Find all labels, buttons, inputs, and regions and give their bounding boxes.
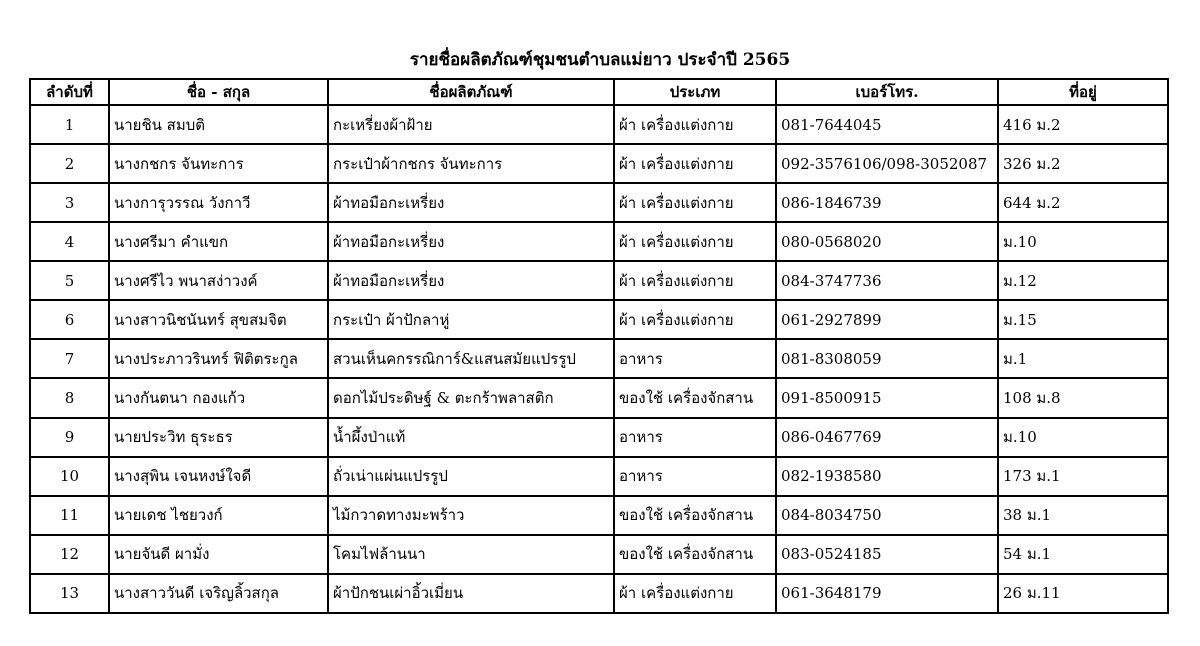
- cell-name: นางศรีไว พนาสง่าวงค์: [109, 261, 328, 300]
- cell-product: กระเป๋าผ้ากชกร จันทะการ: [328, 144, 614, 183]
- header-type: ประเภท: [614, 79, 776, 105]
- cell-address: ม.1: [998, 339, 1168, 378]
- cell-type: ของใช้ เครื่องจักสาน: [614, 535, 776, 574]
- cell-address: 326 ม.2: [998, 144, 1168, 183]
- cell-type: ผ้า เครื่องแต่งกาย: [614, 222, 776, 261]
- cell-phone: 083-0524185: [776, 535, 998, 574]
- table-row: [30, 222, 1168, 261]
- cell-type: ผ้า เครื่องแต่งกาย: [614, 261, 776, 300]
- cell-type: ของใช้ เครื่องจักสาน: [614, 378, 776, 417]
- cell-name: นางศรีมา คำแขก: [109, 222, 328, 261]
- table-row: [30, 496, 1168, 535]
- cell-product: ไม้กวาดทางมะพร้าว: [328, 496, 614, 535]
- cell-phone: 080-0568020: [776, 222, 998, 261]
- cell-type: อาหาร: [614, 339, 776, 378]
- cell-product: กระเป๋า ผ้าปักลาหู่: [328, 300, 614, 339]
- cell-phone: 061-3648179: [776, 574, 998, 613]
- cell-phone: 086-1846739: [776, 183, 998, 222]
- cell-type: ผ้า เครื่องแต่งกาย: [614, 183, 776, 222]
- cell-phone: 061-2927899: [776, 300, 998, 339]
- cell-phone: 082-1938580: [776, 457, 998, 496]
- cell-address: 173 ม.1: [998, 457, 1168, 496]
- table-row: [30, 535, 1168, 574]
- cell-no: 13: [30, 574, 109, 613]
- cell-product: ผ้าทอมือกะเหรี่ยง: [328, 261, 614, 300]
- cell-type: อาหาร: [614, 418, 776, 457]
- product-table: [29, 78, 1169, 614]
- cell-no: 3: [30, 183, 109, 222]
- cell-address: ม.15: [998, 300, 1168, 339]
- header-no: ลำดับที่: [30, 79, 109, 105]
- cell-type: ผ้า เครื่องแต่งกาย: [614, 574, 776, 613]
- cell-product: สวนเห็นคกรรณิการ์&แสนสมัยแปรรูป: [328, 339, 614, 378]
- cell-no: 12: [30, 535, 109, 574]
- cell-product: ดอกไม้ประดิษฐ์ & ตะกร้าพลาสติก: [328, 378, 614, 417]
- cell-phone: 091-8500915: [776, 378, 998, 417]
- table-row: [30, 378, 1168, 417]
- cell-product: ผ้าทอมือกะเหรี่ยง: [328, 222, 614, 261]
- cell-product: โคมไฟล้านนา: [328, 535, 614, 574]
- cell-no: 11: [30, 496, 109, 535]
- table-row: [30, 418, 1168, 457]
- header-address: ที่อยู่: [998, 79, 1168, 105]
- cell-name: นางกันตนา กองแก้ว: [109, 378, 328, 417]
- table-row: [30, 144, 1168, 183]
- cell-name: นางการุวรรณ วังกาวี: [109, 183, 328, 222]
- cell-phone: 092-3576106/098-3052087: [776, 144, 998, 183]
- cell-name: นางสาวนิชนันทร์ สุขสมจิต: [109, 300, 328, 339]
- cell-product: ผ้าทอมือกะเหรี่ยง: [328, 183, 614, 222]
- cell-name: นางประภาวรินทร์ ฟิติตระกูล: [109, 339, 328, 378]
- cell-no: 7: [30, 339, 109, 378]
- cell-no: 8: [30, 378, 109, 417]
- cell-address: 26 ม.11: [998, 574, 1168, 613]
- table-row: [30, 183, 1168, 222]
- cell-name: นายชิน สมบติ: [109, 105, 328, 144]
- cell-name: นายประวิท ธุระธร: [109, 418, 328, 457]
- table-row: [30, 339, 1168, 378]
- cell-name: นางสุพิน เจนหงษ์ใจดี: [109, 457, 328, 496]
- cell-type: ผ้า เครื่องแต่งกาย: [614, 105, 776, 144]
- table-row: [30, 105, 1168, 144]
- table-row: [30, 574, 1168, 613]
- cell-product: ผ้าปักชนเผ่าอิ้วเมี่ยน: [328, 574, 614, 613]
- cell-phone: 081-7644045: [776, 105, 998, 144]
- cell-address: ม.10: [998, 418, 1168, 457]
- cell-name: นางสาววันดี เจริญลิ้วสกุล: [109, 574, 328, 613]
- cell-phone: 081-8308059: [776, 339, 998, 378]
- cell-product: กะเหรี่ยงผ้าฝ้าย: [328, 105, 614, 144]
- cell-no: 2: [30, 144, 109, 183]
- table-row: [30, 457, 1168, 496]
- cell-product: ถั่วเน่าแผ่นแปรรูป: [328, 457, 614, 496]
- cell-type: ผ้า เครื่องแต่งกาย: [614, 144, 776, 183]
- cell-address: 108 ม.8: [998, 378, 1168, 417]
- cell-name: นายเดช ไชยวงก์: [109, 496, 328, 535]
- table-header-row: [30, 79, 1168, 105]
- cell-address: 644 ม.2: [998, 183, 1168, 222]
- document-title: รายชื่อผลิตภัณฑ์ชุมชนตำบลแม่ยาว ประจำปี 2565: [409, 50, 791, 70]
- cell-no: 6: [30, 300, 109, 339]
- cell-no: 4: [30, 222, 109, 261]
- cell-phone: 084-8034750: [776, 496, 998, 535]
- cell-phone: 086-0467769: [776, 418, 998, 457]
- cell-address: 54 ม.1: [998, 535, 1168, 574]
- table-row: [30, 261, 1168, 300]
- header-product: ชื่อผลิตภัณฑ์: [328, 79, 614, 105]
- cell-name: นางกชกร จันทะการ: [109, 144, 328, 183]
- cell-address: ม.10: [998, 222, 1168, 261]
- cell-type: ของใช้ เครื่องจักสาน: [614, 496, 776, 535]
- cell-no: 1: [30, 105, 109, 144]
- cell-no: 9: [30, 418, 109, 457]
- cell-type: ผ้า เครื่องแต่งกาย: [614, 300, 776, 339]
- cell-name: นายจันดี ผามั่ง: [109, 535, 328, 574]
- cell-address: 38 ม.1: [998, 496, 1168, 535]
- cell-product: น้ำผึ้งป่าแท้: [328, 418, 614, 457]
- cell-address: ม.12: [998, 261, 1168, 300]
- cell-no: 10: [30, 457, 109, 496]
- cell-type: อาหาร: [614, 457, 776, 496]
- cell-address: 416 ม.2: [998, 105, 1168, 144]
- header-name: ชื่อ - สกุล: [109, 79, 328, 105]
- cell-phone: 084-3747736: [776, 261, 998, 300]
- header-phone: เบอร์โทร.: [776, 79, 998, 105]
- cell-no: 5: [30, 261, 109, 300]
- table-row: [30, 300, 1168, 339]
